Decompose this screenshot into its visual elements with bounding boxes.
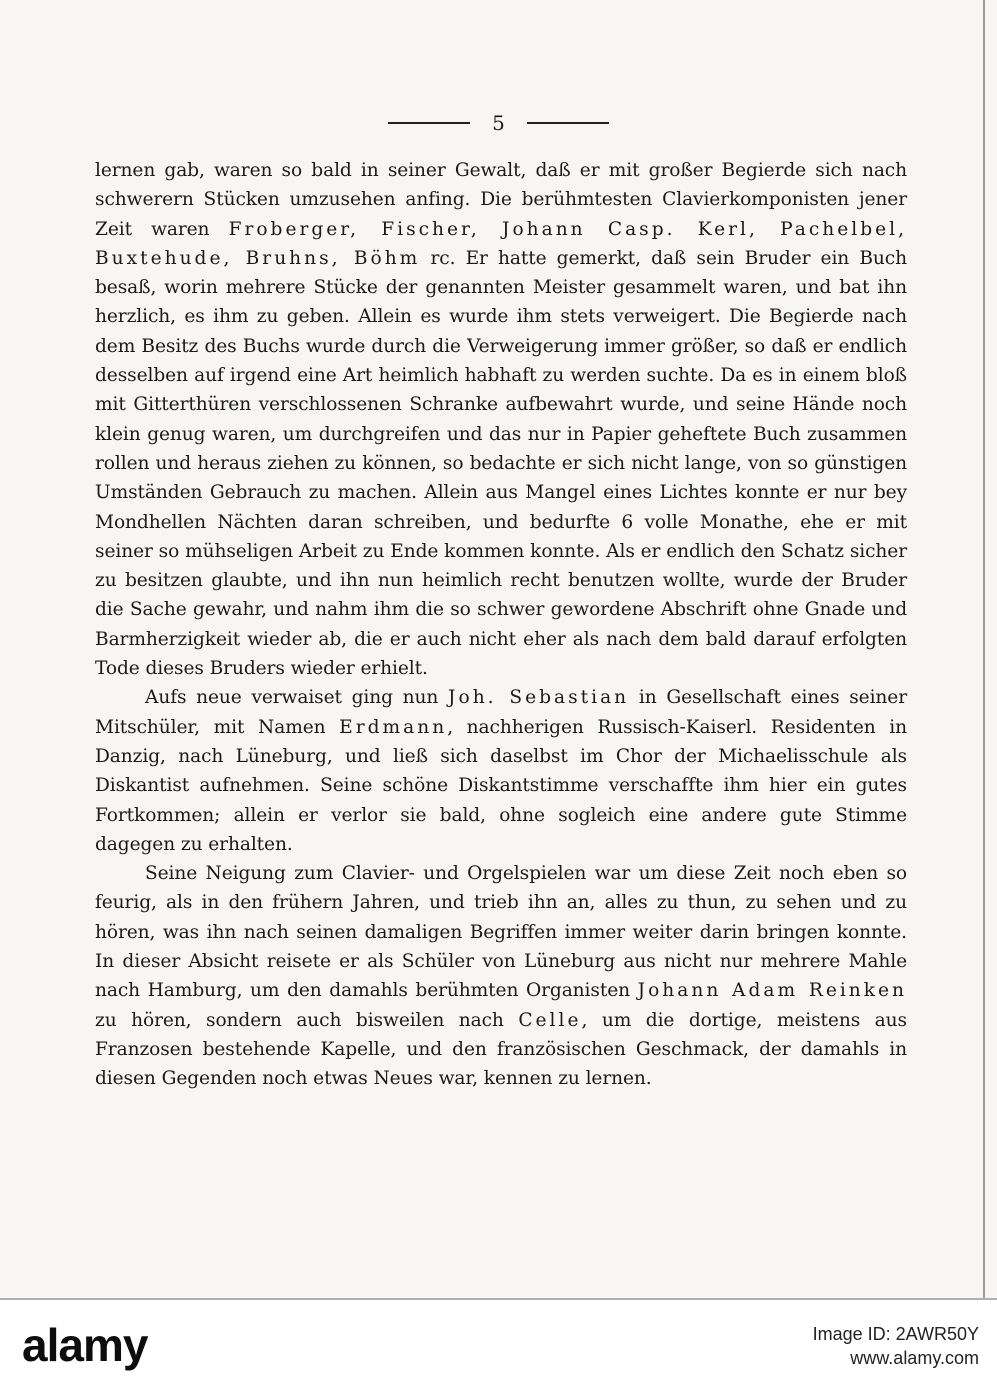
text-segment: zu hören, sondern auch bisweilen nach [95, 1009, 519, 1031]
page-number: 5 [492, 111, 505, 135]
paragraph [95, 859, 907, 1093]
text-segment: rc. Er hatte gemerkt, daß sein Bruder ein Buch besaß, worin mehrere Stücke der genannten Meister gesammelt waren, und bat ihn herzlich, es ihm zu geben. Allein es wurde ihm stets verweigert. Die Begierde nach dem Besitz des Buchs wurde durch die Verweigerung immer größer, so daß er endlich desselben auf irgend eine Art heimlich habhaft zu werden suchte. Da es in einem bloß mit Gitterthüren verschlossenen Schranke aufbewahrt wurde, und seine Hände noch klein genug waren, um durchgreifen und das nur in Papier geheftete Buch zusammen rollen und heraus ziehen zu können, so bedachte er sich nicht lange, von so günstigen Umständen Gebrauch zu machen. Allein aus Mangel eines Lichtes konnte er nur bey Mondhellen Nächten daran schreiben, und bedurfte 6 volle Monathe, ehe er mit seiner so mühseligen Arbeit zu Ende kommen konnte. Als er endlich den Schatz sicher zu besitzen glaubte, und ihn nun heimlich recht benutzen wollte, wurde der Bruder die Sache gewahr, und nahm ihm die so schwer gewordene Abschrift ohne Gnade und Barmherzigkeit wieder ab, die er auch nicht eher als nach dem bald darauf erfolgten Tode dieses Bruders wieder erhielt. [95, 247, 907, 680]
text-segment: in Gesellschaft eines seiner Mitschüler, mit Namen [95, 687, 908, 738]
spaced-name: Celle [518, 1009, 582, 1031]
header-rule-right [527, 122, 609, 124]
spaced-name: Froberger, Fischer, Johann Casp. Kerl, Pachelbel, Buxtehude, Bruhns, Böhm [95, 218, 907, 269]
text-segment: Aufs neue verwaiset ging nun [145, 687, 449, 709]
text-segment: Seine Neigung zum Clavier- und Orgelspielen war um diese Zeit noch eben so feurig, als in den frühern Jahren, und trieb ihn an, alles zu thun, zu sehen und zu hören, was ihn nach seinen damaligen Begriffen immer weiter darin bringen konnte. In dieser Absicht reisete er als Schüler von Lüneburg aus nicht nur mehrere Mahle nach Hamburg, um den damahls berühmten Organisten [95, 863, 907, 1002]
body-text [95, 156, 907, 1094]
scan-edge [983, 0, 985, 1300]
site-url: www.alamy.com [850, 1348, 979, 1368]
text-segment: lernen gab, waren so bald in seiner Gewalt, daß er mit großer Begierde sich nach schwerern Stücken umzusehen anfing. Die berühmtesten Clavierkomponisten jener Zeit waren [95, 160, 907, 240]
text-segment: , nachherigen Russisch-Kaiserl. Residenten in Danzig, nach Lüneburg, und ließ sich daselbst im Chor der Michaelisschule als Diskantist aufnehmen. Seine schöne Diskantstimme verschaffte ihm hier ein gutes Fortkommen; allein er verlor sie bald, ohne sogleich eine andere gute Stimme dagegen zu erhalten. [95, 716, 907, 855]
paragraph [95, 683, 907, 859]
page-header [0, 108, 997, 138]
image-meta [813, 1322, 979, 1370]
alamy-logo: alamy [22, 1319, 148, 1371]
spaced-name: Joh. Sebastian [448, 687, 630, 709]
text-segment: , um die dortige, meistens aus Franzosen bestehende Kapelle, und den französischen Geschmack, der damahls in diesen Gegenden noch etwas Neues war, kennen zu lernen. [95, 1009, 907, 1090]
spaced-name: Erdmann [339, 716, 448, 738]
paragraph [95, 156, 907, 683]
image-id: Image ID: 2AWR50Y [812, 1324, 979, 1344]
header-rule-left [388, 122, 470, 124]
spaced-name: Johann Adam Reinken [637, 980, 907, 1002]
